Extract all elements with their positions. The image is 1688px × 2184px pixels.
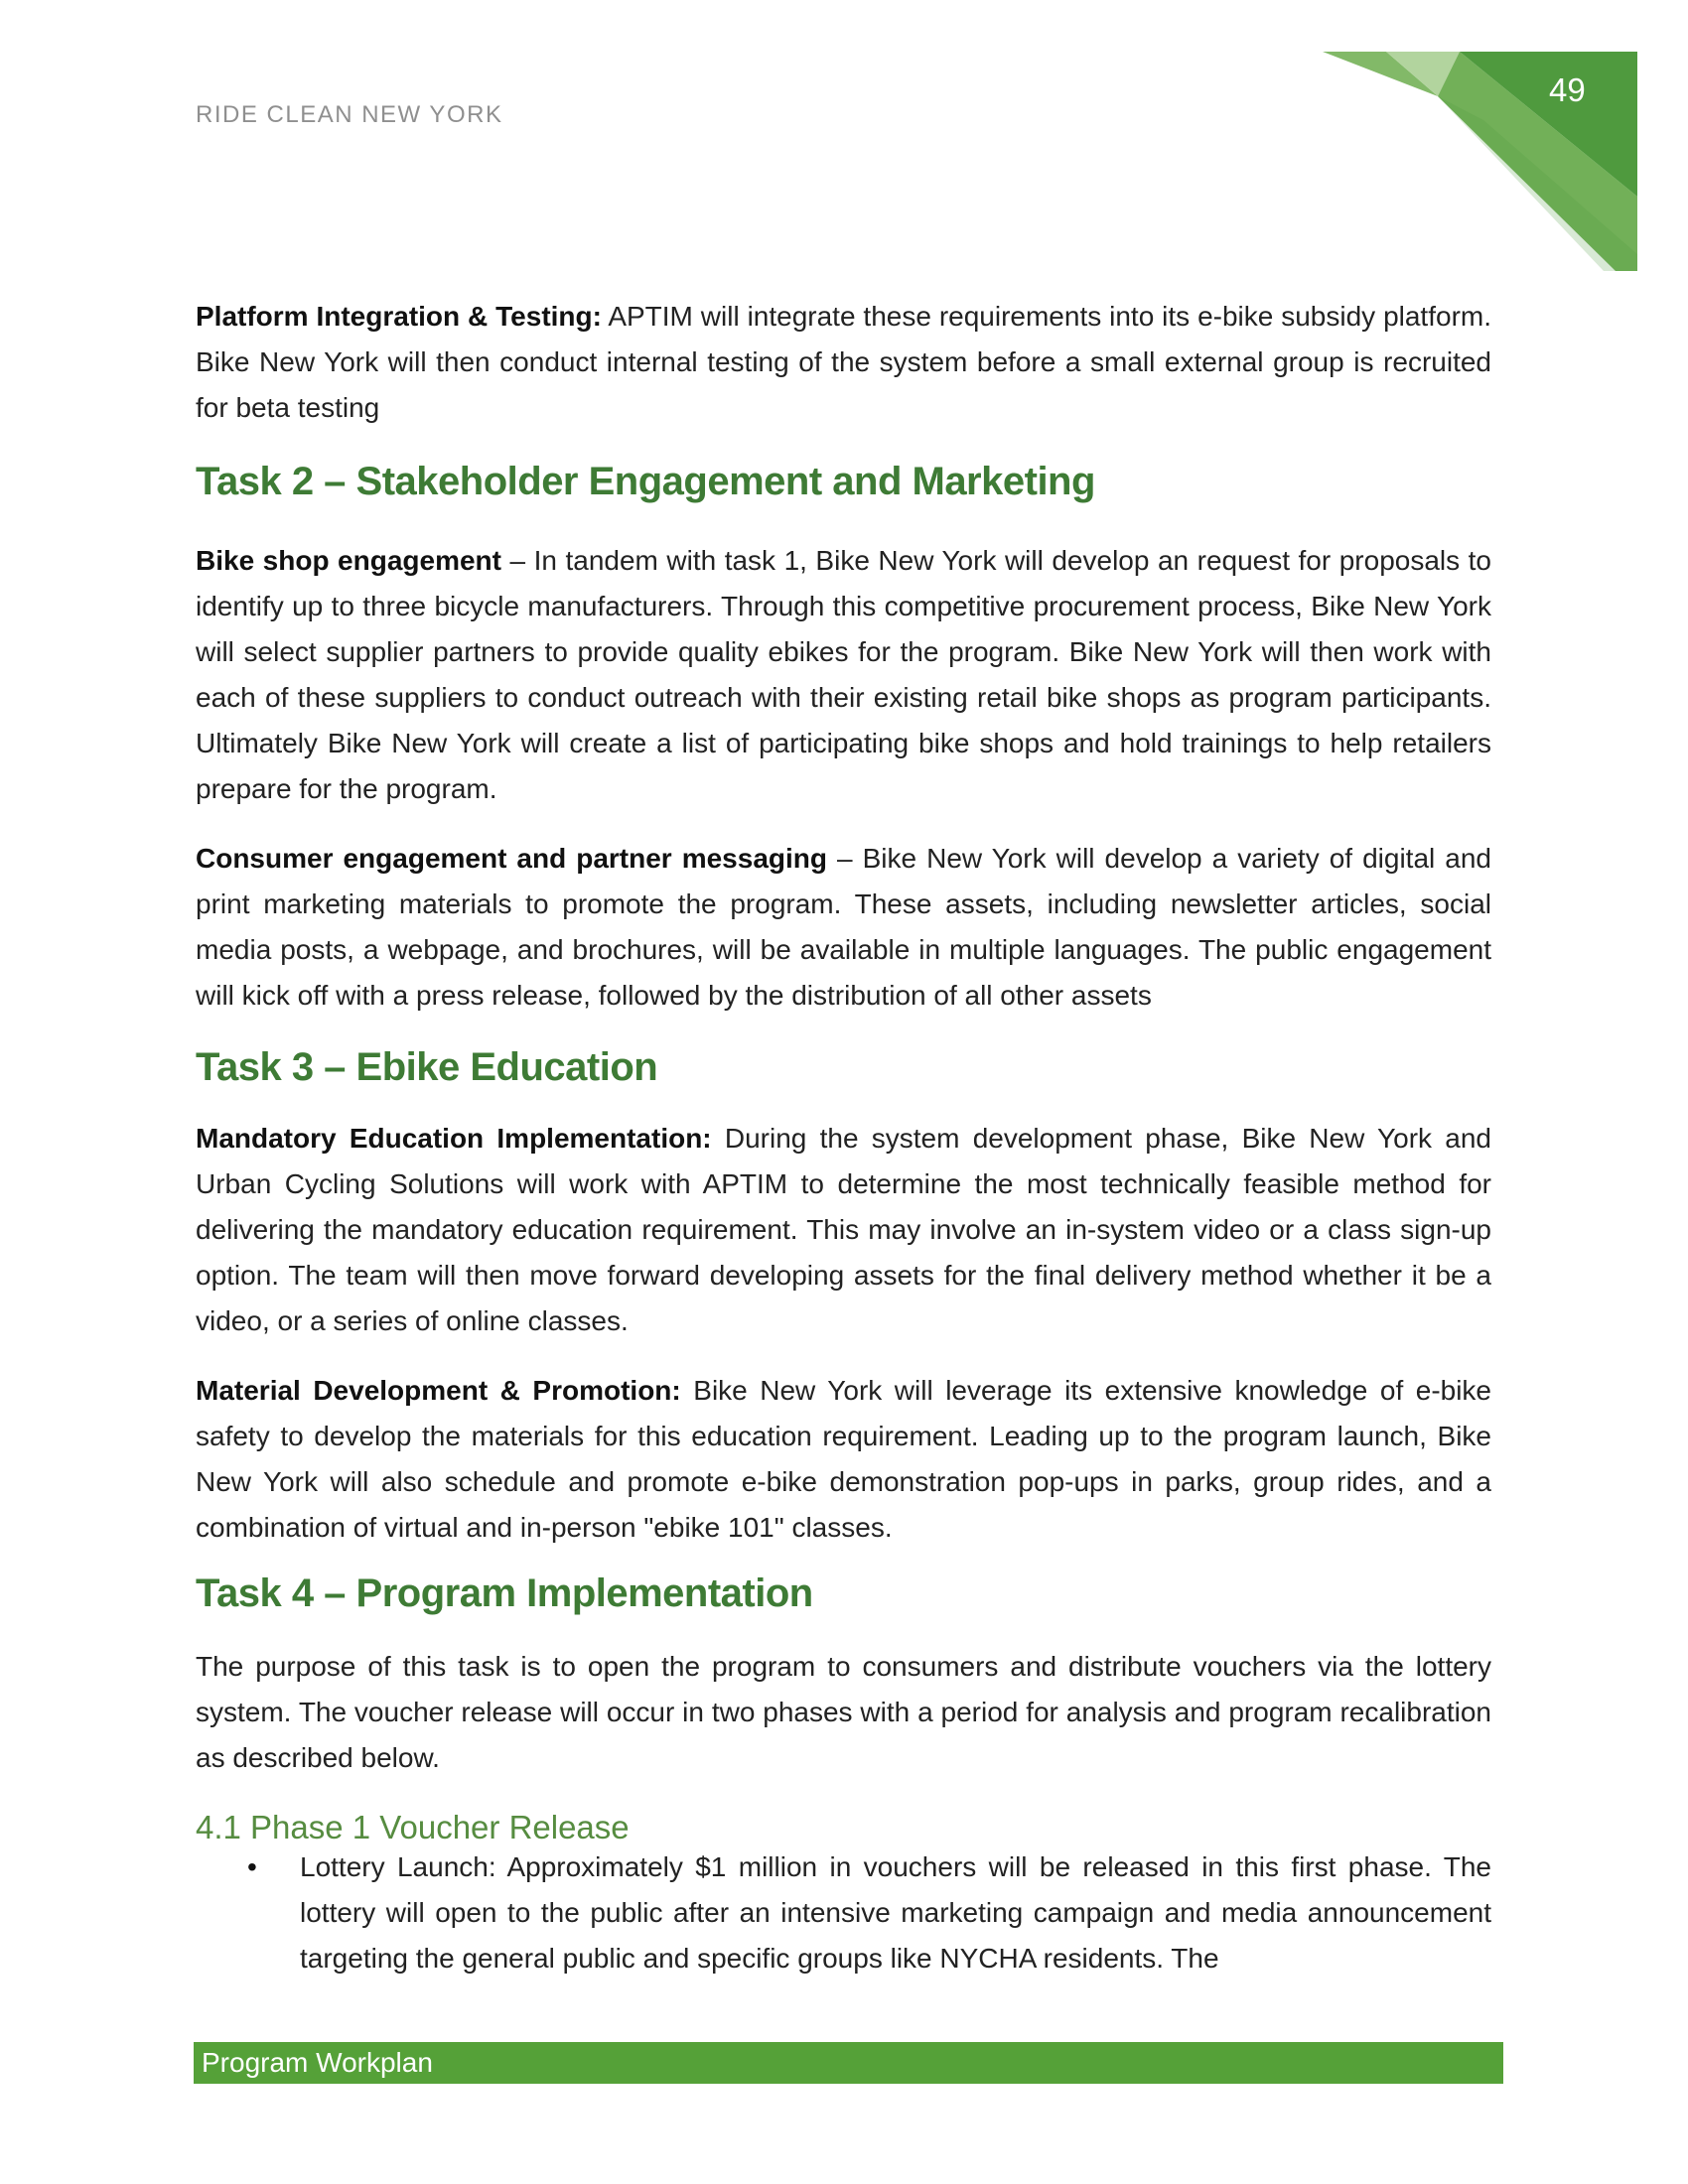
paragraph-text: The purpose of this task is to open the program to consumers and distribute vouchers via the lottery system. The voucher release will occur in two phases with a period for analysis and program recalibration as described below.: [196, 1651, 1491, 1773]
heading-task-4: Task 4 – Program Implementation: [196, 1570, 813, 1615]
paragraph-task4-purpose: [196, 1644, 1491, 1781]
bullet-lead-bold: Lottery Launch:: [300, 1851, 496, 1882]
bullet-text: Approximately $1 million in vouchers will be released in this first phase. The lottery will open to the public after an intensive marketing campaign and media announcement targeting the general public and specific groups like NYCHA residents. The: [300, 1851, 1491, 1974]
paragraph-platform-integration: [196, 294, 1491, 431]
paragraph-text: – Bike New York will develop a variety of digital and print marketing materials to promote the program. These assets, including newsletter articles, social media posts, a webpage, and brochures, will be available in multiple languages. The public engagement will kick off with a press release, followed by the distribution of all other assets: [196, 843, 1491, 1011]
paragraph-lead-bold: Platform Integration & Testing:: [196, 301, 602, 332]
paragraph-text: During the system development phase, Bike New York and Urban Cycling Solutions will work with APTIM to determine the most technically feasible method for delivering the mandatory education requirement. This may involve an in-system video or a class sign-up option. The team will then move forward developing assets for the final delivery method whether it be a video, or a series of online classes.: [196, 1123, 1491, 1336]
paragraph-mandatory-education: [196, 1116, 1491, 1344]
paragraph-lead-bold: Material Development & Promotion:: [196, 1375, 681, 1406]
paragraph-material-development: [196, 1368, 1491, 1551]
heading-task-3: Task 3 – Ebike Education: [196, 1044, 658, 1089]
bullet-icon: •: [247, 1851, 257, 1882]
paragraph-lead-bold: Mandatory Education Implementation:: [196, 1123, 712, 1154]
footer-bar: [194, 2042, 1503, 2084]
list-item-lottery-launch: [196, 1844, 1491, 1981]
page-number: 49: [1549, 71, 1586, 108]
paragraph-lead-bold: Bike shop engagement: [196, 545, 501, 576]
paragraph-text: – In tandem with task 1, Bike New York will develop an request for proposals to identify up to three bicycle manufacturers. Through this competitive procurement process, Bike New York will select supplier partners to provide quality ebikes for the program. Bike New York will then work with each of these suppliers to conduct outreach with their existing retail bike shops as program participants. Ultimately Bike New York will create a list of participating bike shops and hold trainings to help retailers prepare for the program.: [196, 545, 1492, 804]
paragraph-consumer-engagement: [196, 836, 1491, 1019]
heading-task-2: Task 2 – Stakeholder Engagement and Marketing: [196, 459, 1095, 503]
heading-phase-1-voucher-release: 4.1 Phase 1 Voucher Release: [196, 1809, 630, 1846]
header-title: RIDE CLEAN NEW YORK: [196, 101, 503, 128]
paragraph-text: Bike New York will leverage its extensive knowledge of e-bike safety to develop the materials for this education requirement. Leading up to the program launch, Bike New York will also schedule and promote e-bike demonstration pop-ups in parks, group rides, and a combination of virtual and in-person "ebike 101" classes.: [196, 1375, 1492, 1543]
paragraph-text: APTIM will integrate these requirements into its e-bike subsidy platform. Bike New York will then conduct internal testing of the system before a small external group is recruited for beta testing: [196, 301, 1491, 423]
footer-label: Program Workplan: [202, 2047, 433, 2078]
paragraph-lead-bold: Consumer engagement and partner messaging: [196, 843, 827, 874]
paragraph-bike-shop-engagement: [196, 538, 1491, 812]
